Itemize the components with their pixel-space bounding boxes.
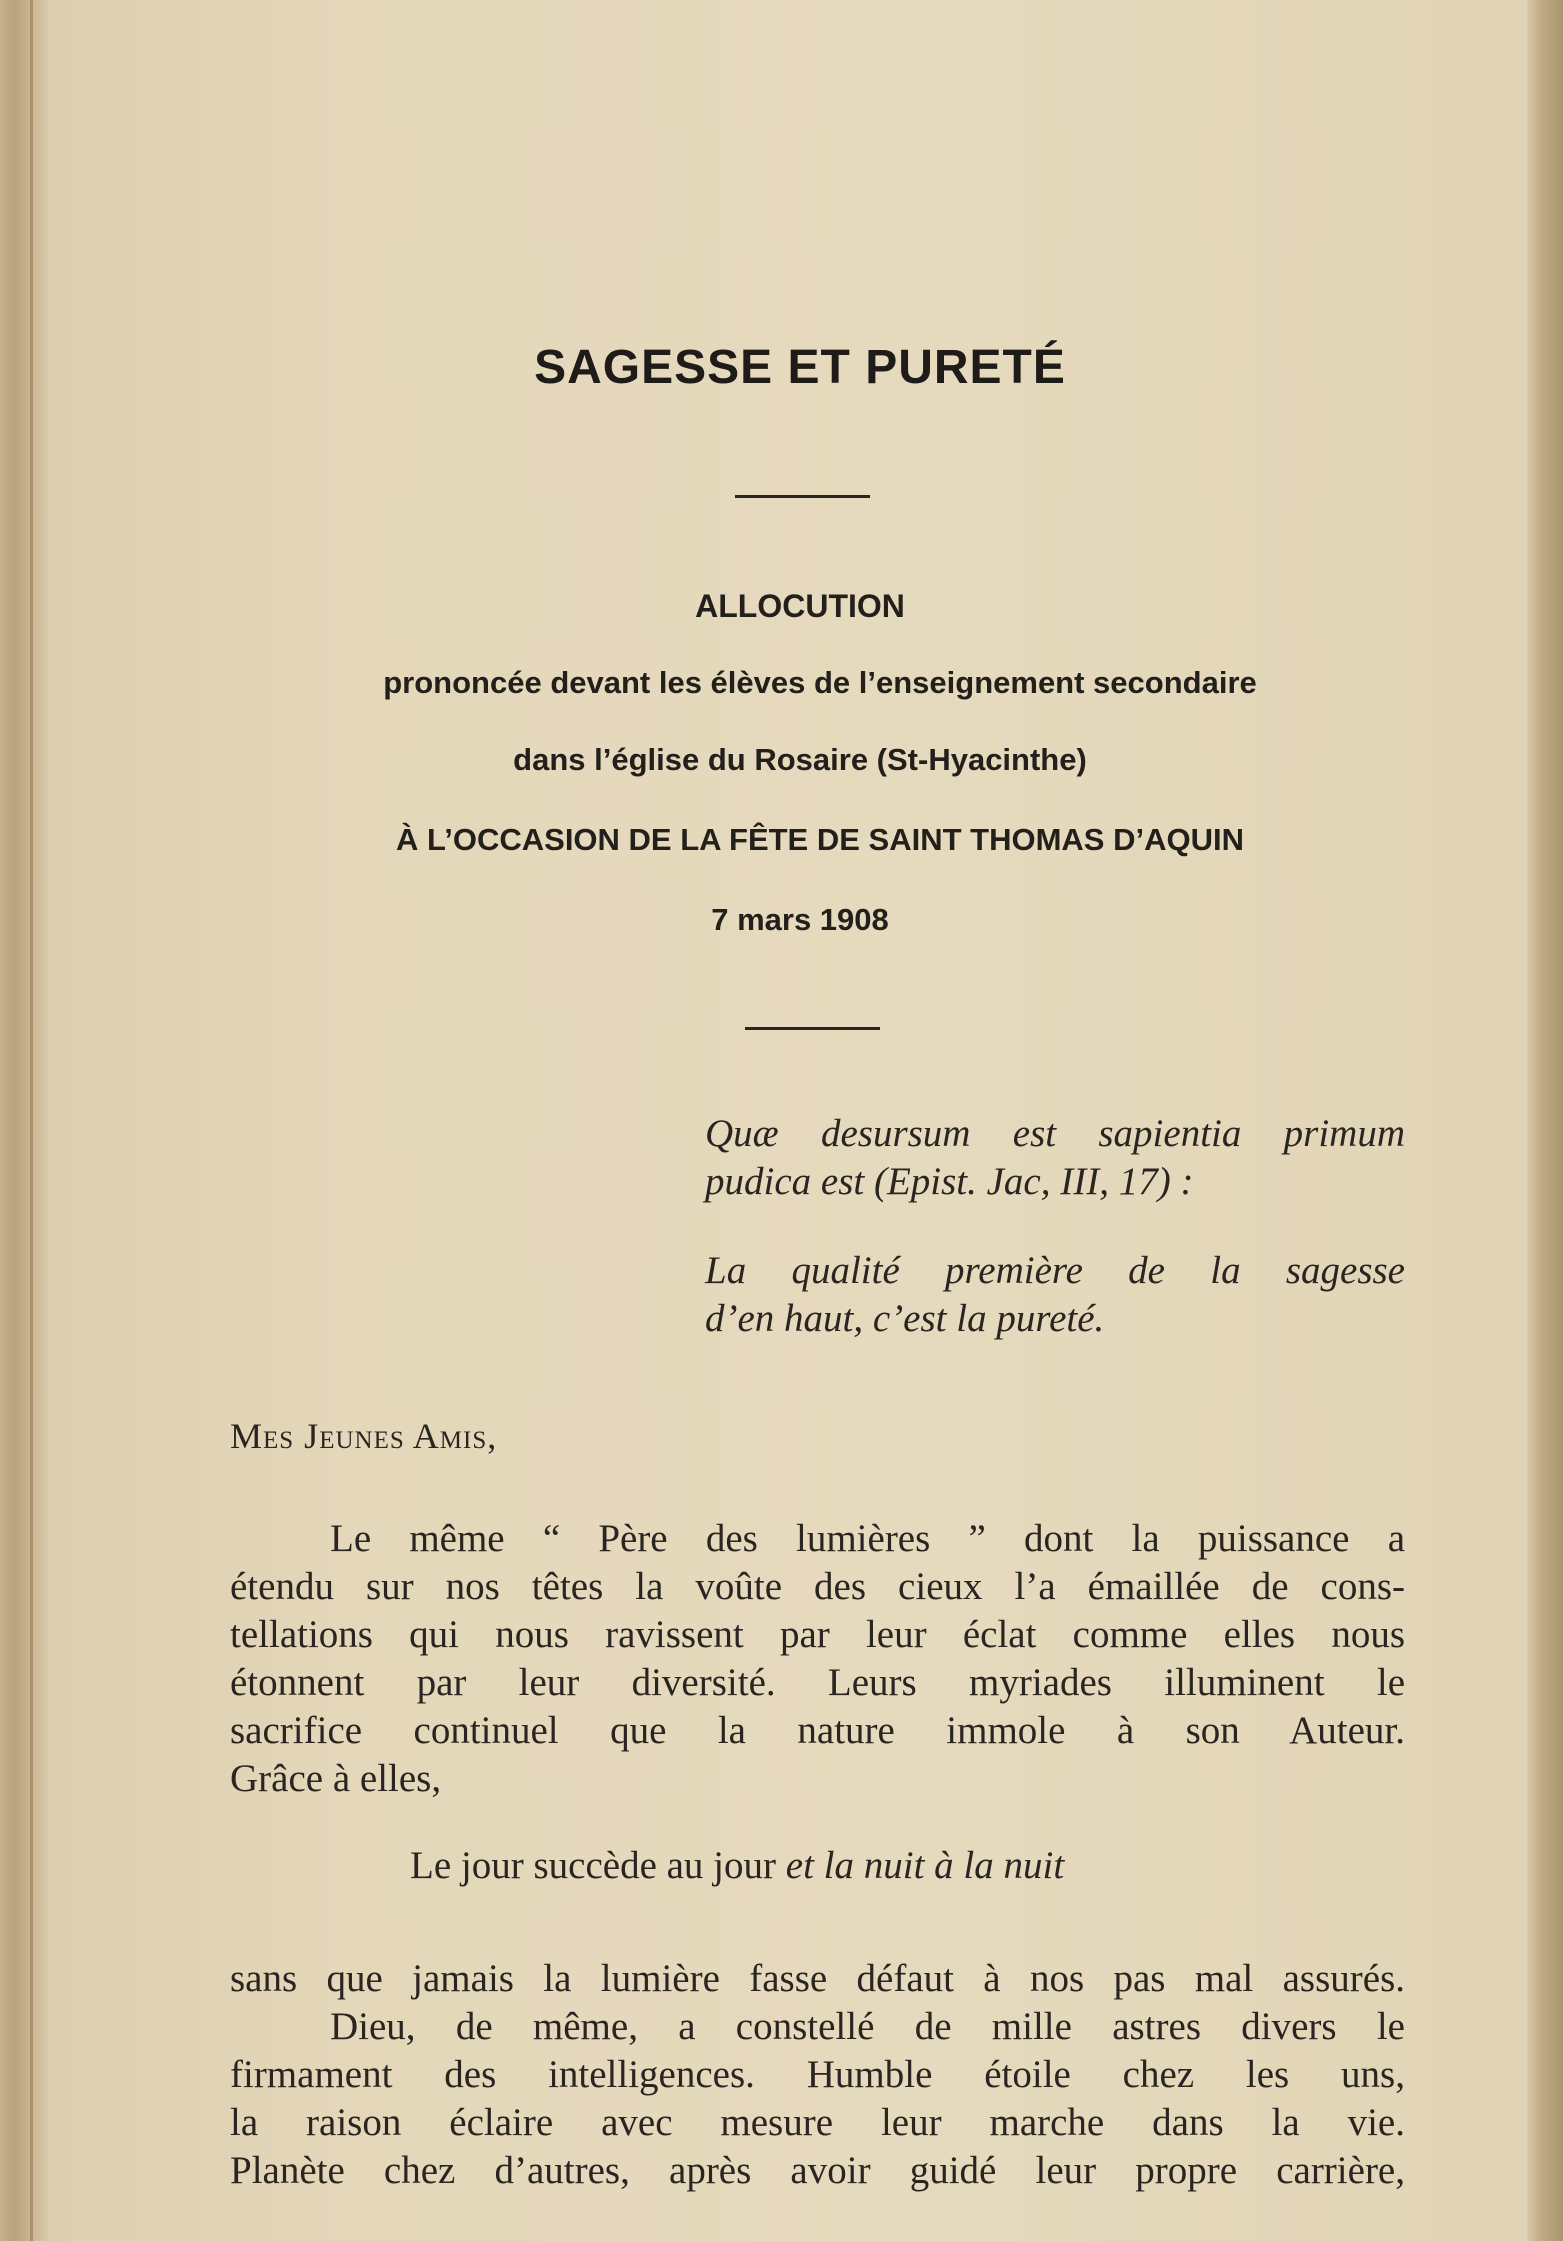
text-line: firmament des intelligences. Humble étoile chez les uns,: [230, 2053, 1405, 2096]
paragraph-2: [230, 1955, 1405, 2195]
text-line: tellations qui nous ravissent par leur éclat comme elles nous: [230, 1613, 1405, 1656]
epigraph-latin-line: Quæ desursum est sapientia primum: [705, 1112, 1405, 1155]
text-line: sacrifice continuel que la nature immole à son Auteur.: [230, 1709, 1405, 1752]
heading-allocution: ALLOCUTION: [695, 588, 905, 624]
epigraph-latin-line: pudica est (Epist. Jac, III, 17) :: [705, 1160, 1194, 1203]
epigraph-latin: [705, 1110, 1405, 1206]
heading-prononcee: prononcée devant les élèves de l’enseignement secondaire: [383, 665, 1257, 700]
epigraph-french-line: La qualité première de la sagesse: [705, 1249, 1405, 1292]
verse-plain: Le jour succède au jour: [410, 1844, 786, 1887]
text-line: étonnent par leur diversité. Leurs myriades illuminent le: [230, 1661, 1405, 1704]
text-line: Dieu, de même, a constellé de mille astres divers le: [330, 2005, 1405, 2048]
paragraph-1: [230, 1515, 1405, 1803]
text-line: Planète chez d’autres, après avoir guidé leur propre carrière,: [230, 2149, 1405, 2192]
epigraph-french-line: d’en haut, c’est la pureté.: [705, 1297, 1105, 1340]
text-line: la raison éclaire avec mesure leur marche dans la vie.: [230, 2101, 1405, 2144]
heading-eglise: dans l’église du Rosaire (St-Hyacinthe): [513, 742, 1087, 777]
heading-occasion: À L’OCCASION DE LA FÊTE DE SAINT THOMAS D’AQUIN: [396, 822, 1244, 857]
title-divider: [735, 495, 870, 498]
heading-divider: [745, 1027, 880, 1030]
text-line: sans que jamais la lumière fasse défaut à nos pas mal assurés.: [230, 1957, 1405, 2000]
text-line: Le même “ Père des lumières ” dont la puissance a: [330, 1517, 1405, 1560]
verse-line: [410, 1843, 1064, 1888]
binding-line: [30, 0, 33, 2241]
page-title: SAGESSE ET PURETÉ: [534, 341, 1066, 394]
verse-italic: et la nuit à la nuit: [785, 1844, 1065, 1887]
salutation: Mes Jeunes Amis,: [230, 1416, 498, 1456]
page-edge: [1527, 0, 1563, 2241]
binding-edge: [0, 0, 48, 2241]
text-line: étendu sur nos têtes la voûte des cieux l’a émaillée de cons-: [230, 1565, 1405, 1608]
text-line: Grâce à elles,: [230, 1757, 442, 1800]
epigraph-french: [705, 1247, 1405, 1343]
heading-date: 7 mars 1908: [711, 902, 889, 937]
